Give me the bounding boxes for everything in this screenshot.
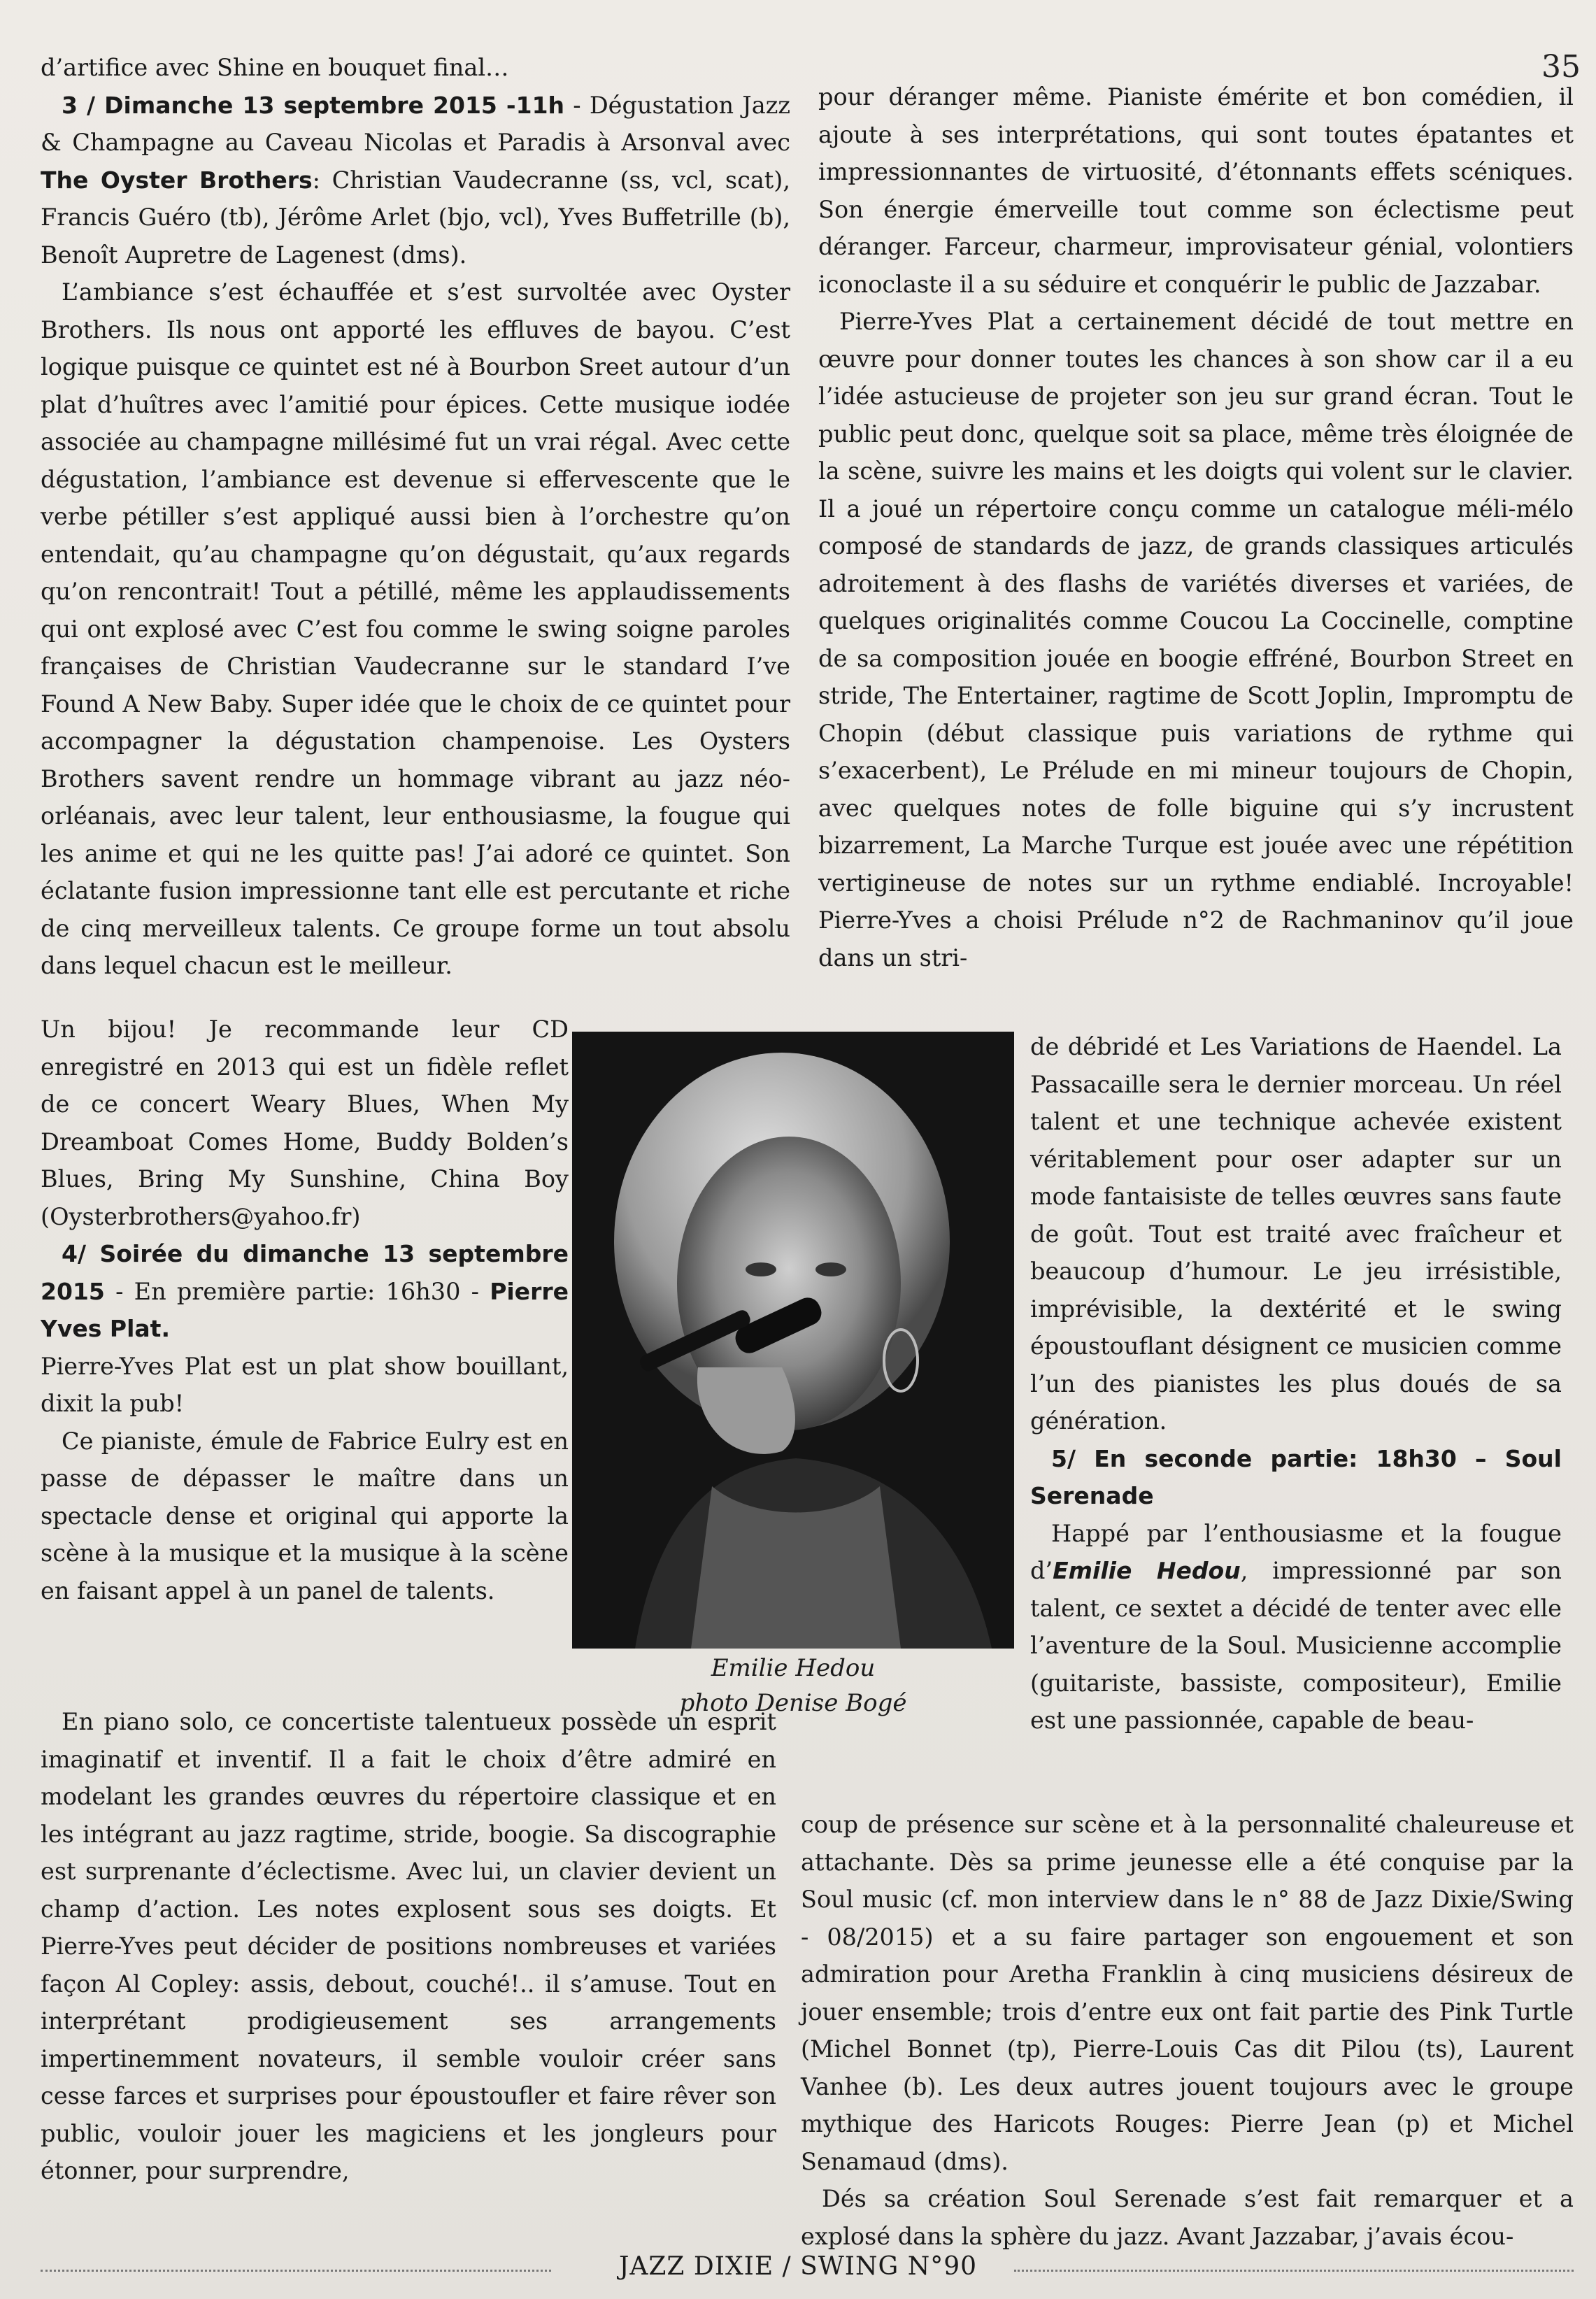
singer-photo-illustration: [572, 1032, 1014, 1649]
artist-name: Pierre Yves Plat.: [41, 1277, 569, 1342]
caption-name: Emilie Hedou: [711, 1654, 876, 1682]
section-4-text: - En première partie: 16h30 -: [104, 1277, 490, 1305]
section-3-text-b: : Christian Vaudecranne (ss, vcl, scat), Francis Guéro (tb), Jérôme Arlet (bjo, vcl), Yves Buffetrille (b), Benoît Aupretre de Lagenest (dms).: [41, 166, 790, 269]
mid-left-paragraph-4: Ce pianiste, émule de Fabrice Eulry est en passe de dépasser le maître dans un spectacle dense et original qui apporte la scène à la musique et la musique à la scène en faisant appel à un panel de talents.: [41, 1427, 569, 1604]
bottom-left-column: [41, 1703, 776, 2190]
section-3-text-a: - Dégustation Jazz & Champagne au Caveau Nicolas et Paradis à Arsonval avec: [41, 91, 790, 156]
left-paragraph-3: L’ambiance s’est échauffée et s’est survoltée avec Oyster Brothers. Ils nous ont apporté les effluves de bayou. C’est logique puisque ce quintet est né à Bourbon Sreet autour d’un plat d’huîtres avec l’amitié pour épices. Cette musique iodée associée au champagne millésimé fut un vrai régal. Avec cette dégustation, l’ambiance est devenue si effervescente que le verbe pétiller s’est appliqué aussi bien à l’orchestre qu’on entendait, qu’au champagne qu’on dégustait, qu’aux regards qu’on rencontrait! Tout a pétillé, même les applaudissements qui ont explosé avec C’est fou comme le swing soigne paroles françaises de Christian Vaudecranne sur le standard I’ve Found A New Baby. Super idée que le choix de ce quintet pour accompagner la dégustation champenoise. Les Oysters Brothers savent rendre un hommage vibrant au jazz néo-orléanais, avec leur talent, leur enthousiasme, la fougue qui les anime et qui ne les quitte pas! J’ai adoré ce quintet. Son éclatante fusion impressionne tant elle est percutante et riche de cinq merveilleux talents. Ce groupe forme un tout absolu dans lequel chacun est le meilleur.: [41, 278, 790, 979]
mid-right-column: [1030, 1028, 1562, 1739]
left-paragraph-2: [41, 87, 790, 274]
bottom-left-paragraph: En piano solo, ce concertiste talentueux possède un esprit imaginatif et inventif. Il a fait le choix d’être admiré en modelant les grandes œuvres du répertoire classique et en les intégrant au jazz ragtime, stride, boogie. Sa discographie est surprenante d’éclectisme. Avec lui, un clavier devient un champ d’action. Les notes explosent sous ses doigts. Et Pierre-Yves peut décider de positions nombreuses et variées façon Al Copley: assis, debout, couché!.. il s’amuse. Tout en interprétant prodigieusement ses arrangements impertinemment novateurs, il semble vouloir créer sans cesse farces et surprises pour époustoufler et faire rêver son public, vouloir jouer les magiciens et les jongleurs pour étonner, pour surprendre,: [41, 1708, 776, 2184]
section-3-heading: 3 / Dimanche 13 septembre 2015 -11h: [62, 91, 565, 119]
footer-title: JAZZ DIXIE / SWING N°90: [618, 2252, 978, 2281]
section-5-heading-paragraph: [1030, 1440, 1562, 1515]
mid-right-paragraph-1: de débridé et Les Variations de Haendel. La Passacaille sera le dernier morceau. Un réel talent et une technique achevée existent véritablement pour oser adapter sur un mode fantaisiste de telles œuvres sans faute de goût. Tout est traité avec fraîcheur et beaucoup d’humour. Le jeu irrésistible, imprévisible, la dextérité et le swing époustouflant désignent ce musicien comme l’un des pianistes les plus doués de sa génération.: [1030, 1033, 1562, 1435]
mid-right-paragraph-3: [1030, 1515, 1562, 1739]
left-column: [41, 49, 790, 985]
footer-rule-right: [1014, 2270, 1574, 2272]
band-name: The Oyster Brothers: [41, 166, 313, 194]
soul-text-b: , impressionné par son talent, ce sextet a décidé de tenter avec elle l’aventure de la Soul. Musicienne accomplie (guitariste, bassiste, compositeur), Emilie est une passionnée, capable de beau-: [1030, 1557, 1562, 1734]
left-paragraph-1: d’artifice avec Shine en bouquet final…: [41, 54, 509, 81]
caption-credit: photo Denise Bogé: [679, 1689, 907, 1717]
right-column: [818, 78, 1574, 976]
right-paragraph-2: Pierre-Yves Plat a certainement décidé de tout mettre en œuvre pour donner toutes les chances à son show car il a eu l’idée astucieuse de projeter son jeu sur grand écran. Tout le public peut donc, quelque soit sa place, même très éloignée de la scène, suivre les mains et les doigts qui volent sur le clavier. Il a joué un répertoire conçu comme un catalogue méli-mélo composé de standards de jazz, de grands classiques articulés adroitement à des flashs de variétés diverses et variées, de quelques originalités comme Coucou La Coccinelle, comptine de sa composition jouée en boogie effréné, Bourbon Street en stride, The Entertainer, ragtime de Scott Joplin, Impromptu de Chopin (début classique puis variations de rythme qui s’exacerbent), Le Prélude en mi mineur toujours de Chopin, avec quelques notes de folle biguine qui s’y incrustent bizarrement, La Marche Turque est jouée avec une répétition vertigineuse de notes sur un rythme endiablé. Incroyable! Pierre-Yves a choisi Prélude n°2 de Rachmaninov qu’il joue dans un stri-: [818, 308, 1574, 971]
page-number: 35: [1541, 49, 1581, 85]
mid-left-column: [41, 1011, 569, 1609]
bottom-right-column: [801, 1806, 1574, 2255]
right-paragraph-1: pour déranger même. Pianiste émérite et bon comédien, il ajoute à ses interprétations, qui sont toutes épatantes et impressionnantes de virtuosité, d’étonnants effets scéniques. Son énergie émerveille tout comme son éclectisme peut déranger. Farceur, charmeur, improvisateur génial, volontiers iconoclaste il a su séduire et conquérir le public de Jazzabar.: [818, 83, 1574, 298]
cd-recommendation: Un bijou! Je recommande leur CD enregistré en 2013 qui est un fidèle reflet de ce concert Weary Blues, When My Dreamboat Comes Home, Buddy Bolden’s Blues, Bring My Sunshine, China Boy (Oysterbrothers@yahoo.fr): [41, 1016, 569, 1230]
singer-name: Emilie Hedou: [1053, 1557, 1241, 1584]
soul-text-a: Happé par l’enthousiasme et la fougue d’: [1030, 1519, 1562, 1584]
section-5-heading: 5/ En seconde partie: 18h30 – Soul Serenade: [1030, 1444, 1562, 1509]
concert-photo: [572, 1032, 1014, 1649]
photo-caption: [572, 1651, 1014, 1721]
mid-left-paragraph-3: Pierre-Yves Plat est un plat show bouillant, dixit la pub!: [41, 1352, 569, 1417]
bottom-right-paragraph-1: coup de présence sur scène et à la personnalité chaleureuse et attachante. Dès sa prime jeunesse elle a été conquise par la Soul music (cf. mon interview dans le n° 88 de Jazz Dixie/Swing - 08/2015) et a su faire partager son engouement et son admiration pour Aretha Franklin à cinq musiciens désireux de jouer ensemble; trois d’entre eux ont fait partie des Pink Turtle (Michel Bonnet (tp), Pierre-Louis Cas dit Pilou (ts), Laurent Vanhee (b). Les deux autres jouent toujours avec le groupe mythique des Haricots Rouges: Pierre Jean (p) et Michel Senamaud (dms).: [801, 1811, 1574, 2175]
section-4-heading: 4/ Soirée du dimanche 13 septembre 2015: [41, 1240, 569, 1305]
section-4-paragraph: [41, 1235, 569, 1348]
bottom-right-paragraph-2: Dés sa création Soul Serenade s’est fait remarquer et a explosé dans la sphère du jazz. Avant Jazzabar, j’avais écou-: [801, 2185, 1574, 2250]
